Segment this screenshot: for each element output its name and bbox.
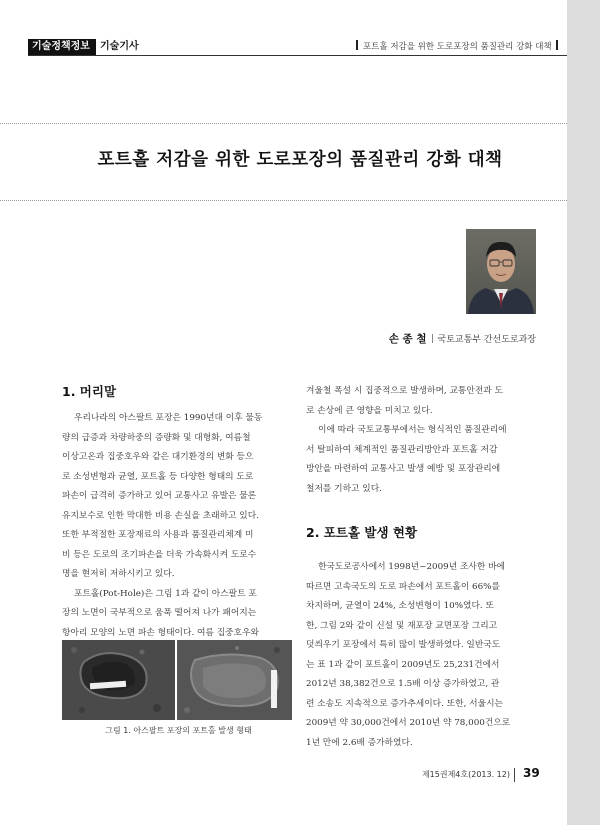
paragraph-line: 차지하며, 균열이 24%, 소성변형이 10%였다. 또 xyxy=(306,601,494,611)
section-2-heading: 2. 포트홀 발생 현황 xyxy=(306,525,418,540)
paragraph-line: 비 등은 도로의 조기파손을 더욱 가속화시켜 도로수 xyxy=(62,549,257,560)
paragraph-line: 1년 만에 2.6배 증가하였다. xyxy=(306,737,413,748)
paragraph-line: 이상고온과 집중호우와 같은 대기환경의 변화 등으 xyxy=(62,452,254,462)
paragraph-line: 련 소송도 지속적으로 증가추세이다. 또한, 서울시는 xyxy=(306,698,503,709)
author-line xyxy=(300,331,536,346)
page-number: 39 xyxy=(523,766,540,780)
paragraph-line: 방안을 마련하여 교통사고 발생 예방 및 포장관리에 xyxy=(306,464,501,474)
title-bottom-divider xyxy=(0,200,567,201)
paragraph-line: 장의 노면이 국부적으로 움푹 떨어져 나가 패어지는 xyxy=(62,608,257,618)
paragraph-line: 는 표 1과 같이 포트홀이 2009년도 25,231건에서 xyxy=(306,659,500,670)
paragraph-line: 로 손상에 큰 영향을 미치고 있다. xyxy=(306,405,433,416)
paragraph-line: 이에 따라 국토교통부에서는 형식적인 품질관리에 xyxy=(318,425,507,435)
section-1-heading: 1. 머리말 xyxy=(62,384,117,399)
running-title-marker xyxy=(356,40,358,50)
section-1-continuation xyxy=(306,382,536,499)
paragraph-line: 한국도로공사에서 1998년~2009년 조사한 바에 xyxy=(318,562,505,572)
running-title-text: 포트홀 저감을 위한 도로포장의 품질관리 강화 대책 xyxy=(363,42,552,52)
paragraph-line: 겨울철 폭설 시 집중적으로 발생하며, 교통안전과 도 xyxy=(306,386,503,396)
running-title-marker xyxy=(556,40,558,50)
article-title: 포트홀 저감을 위한 도로포장의 품질관리 강화 대책 xyxy=(97,150,503,170)
paragraph-line: 포트홀(Pot-Hole)은 그림 1과 같이 아스팔트 포 xyxy=(74,588,257,599)
header-rule xyxy=(28,55,567,56)
paragraph-line: 파손이 급격히 증가하고 있어 교통사고 유발은 물론 xyxy=(62,491,257,501)
page-edge-band xyxy=(567,0,600,825)
author-photo xyxy=(466,229,536,314)
paragraph-line: 2009년 약 30,000건에서 2010년 약 78,000건으로 xyxy=(306,718,511,728)
paragraph-line: 항아리 모양의 노면 파손 형태이다. 여름 집중호우와 xyxy=(62,627,259,638)
paragraph-line: 2012년 38,382건으로 1.5배 이상 증가하였고, 관 xyxy=(306,679,500,689)
paragraph-line: 로 소성변형과 균열, 포트홀 등 다양한 형태의 도로 xyxy=(62,471,254,482)
author-name: 손 종 철 xyxy=(388,333,427,345)
header-subcategory: 기술기사 xyxy=(100,41,139,52)
author-separator xyxy=(432,334,433,343)
paragraph-line: 한, 그림 2와 같이 신설 및 재포장 교면포장 그리고 xyxy=(306,620,498,631)
paragraph-line: 또한 부적절한 포장재료의 사용과 품질관리체계 미 xyxy=(62,530,254,540)
running-title xyxy=(352,39,562,55)
issue-info: 제15권제4호(2013. 12) xyxy=(421,770,510,779)
paragraph-line: 명을 현저히 저하시키고 있다. xyxy=(62,569,175,579)
header-category: 기술정책정보 xyxy=(28,39,96,55)
paragraph-line: 철저를 기하고 있다. xyxy=(306,483,382,494)
figure-1-photo-right xyxy=(177,640,292,720)
figure-1-caption: 그림 1. 아스팔트 포장의 포트홀 발생 형태 xyxy=(105,726,252,735)
paragraph-line: 덧씌우기 포장에서 특히 많이 발생하였다. 일반국도 xyxy=(306,640,501,650)
paragraph-line: 우리나라의 아스팔트 포장은 1990년대 이후 물동 xyxy=(74,413,263,423)
section-2-body xyxy=(306,558,536,753)
paragraph-line: 따르면 고속국도의 도로 파손에서 포트홀이 66%를 xyxy=(306,581,500,592)
footer-divider xyxy=(514,768,515,782)
paragraph-line: 량의 급증과 차량하중의 증량화 및 대형화, 여름철 xyxy=(62,432,251,443)
paragraph-line: 서 탈피하여 체계적인 품질관리방안과 포트홀 저감 xyxy=(306,444,498,455)
paragraph-line: 유지보수로 인한 막대한 비용 손실을 초래하고 있다. xyxy=(62,510,259,521)
author-affiliation: 국토교통부 간선도로과장 xyxy=(437,335,536,345)
figure-1-photo-left xyxy=(62,640,175,720)
section-1-body xyxy=(62,409,295,643)
title-top-divider xyxy=(0,123,567,124)
